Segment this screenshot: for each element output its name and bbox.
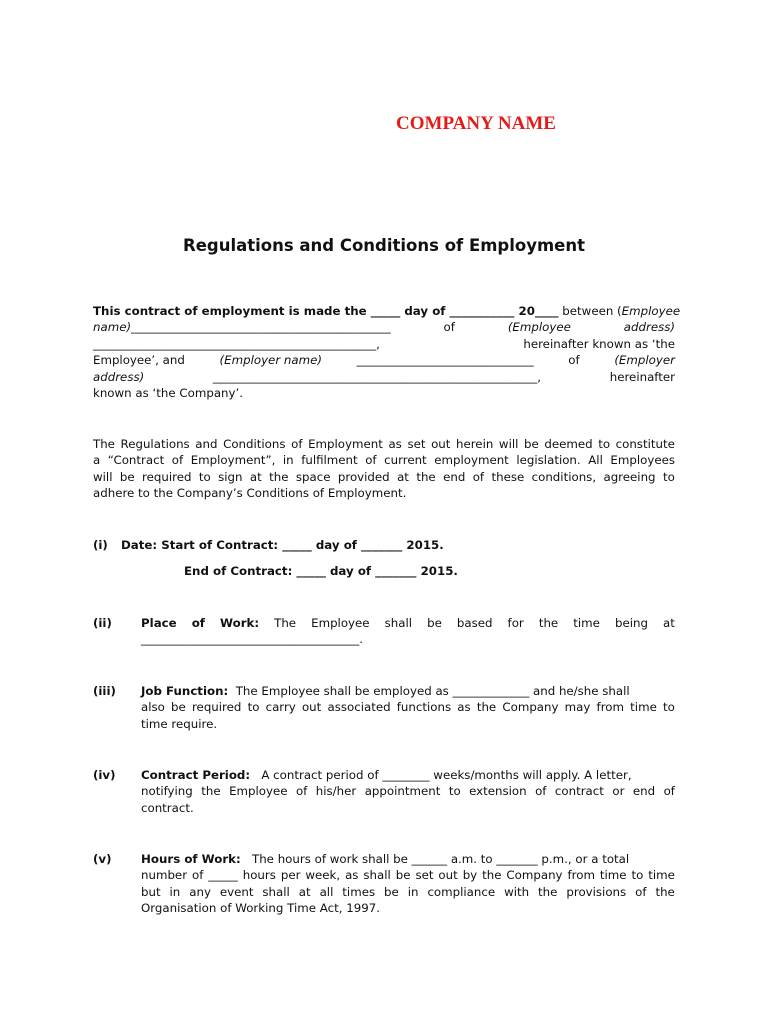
word: as: [345, 868, 359, 883]
word: _____: [208, 868, 238, 883]
word: be: [171, 700, 186, 715]
word: out: [301, 700, 322, 715]
clause-iv-line-2: [141, 783, 675, 799]
word: as: [457, 700, 471, 715]
word: appointment: [364, 784, 441, 799]
word: the: [476, 700, 497, 715]
word: week,: [305, 868, 341, 883]
word: out: [431, 437, 451, 451]
intro-line-4: Employee’, and (Employer name) ______________________________ of (Employer: [93, 353, 675, 368]
word: by: [462, 868, 478, 883]
word: with: [504, 884, 530, 899]
word: of: [663, 784, 675, 799]
clause-v-text: [141, 851, 675, 917]
word: herein: [455, 437, 494, 451]
regulations-paragraph: [93, 436, 675, 502]
word: conditions,: [531, 469, 597, 484]
word: per: [280, 868, 301, 883]
word: of: [291, 437, 303, 451]
clause-v-line-2: [141, 867, 675, 883]
word: shall: [262, 884, 290, 899]
word: the: [538, 884, 558, 899]
clause-iii-line-3: time require.: [141, 716, 218, 731]
word: and: [195, 437, 218, 451]
intro-paragraph: [93, 303, 681, 401]
clause-ii-line-1: Place of Work: The Employee shall be based for the time being at: [141, 616, 675, 630]
intro-line-5: address) _______________________________________________________, hereinafter: [93, 369, 675, 384]
word: agreeing: [603, 469, 656, 484]
clause-ii-text: [141, 615, 675, 648]
clause-iv-line-1: Contract Period: A contract period of ________ weeks/months will apply. A letter,: [141, 768, 632, 782]
word: required: [191, 700, 242, 715]
clause-iii-line-2: [141, 699, 675, 715]
word: event: [219, 884, 254, 899]
company-name-heading: [0, 113, 768, 135]
word: of: [635, 884, 647, 899]
word: compliance: [427, 884, 496, 899]
word: “Contract: [107, 453, 165, 468]
word: of: [171, 453, 184, 468]
word: in: [282, 453, 294, 468]
word: in: [169, 884, 181, 899]
word: of: [295, 784, 308, 799]
word: notifying: [141, 784, 193, 799]
word: but: [141, 884, 161, 899]
clause-v-line-4: Organisation of Working Time Act, 1997.: [141, 901, 380, 916]
clause-i-end-date: End of Contract: _____ day of _______ 2015.: [184, 564, 458, 578]
clause-iii-text: [141, 683, 675, 732]
word: from: [567, 868, 595, 883]
word: Employees: [610, 453, 675, 468]
para2-line-2: [93, 452, 675, 468]
clause-ii-label-word: Work:: [220, 616, 260, 630]
intro-line-3: ________________________________________________, hereinafter known as ‘the: [93, 336, 675, 351]
word: hours: [242, 868, 276, 883]
word: end: [632, 784, 656, 799]
clause-v-line-3: [141, 884, 675, 900]
word: of: [472, 469, 485, 484]
word: sign: [218, 469, 243, 484]
word: provided: [337, 469, 390, 484]
word: space: [295, 469, 331, 484]
word: the: [482, 868, 502, 883]
intro-line-1: This contract of employment is made the _____ day of ___________ 20____ between (Employee: [93, 304, 681, 318]
word: the: [269, 469, 289, 484]
word: shall: [363, 868, 391, 883]
clause-iv-line-3: contract.: [141, 800, 194, 815]
word: Company: [502, 700, 559, 715]
word: to: [448, 784, 461, 799]
word: will: [498, 437, 519, 451]
word: be: [384, 884, 399, 899]
word: constitute: [615, 437, 675, 451]
word: or: [612, 784, 625, 799]
word: time: [599, 868, 627, 883]
word: the: [655, 884, 675, 899]
word: be: [395, 868, 411, 883]
word: of: [365, 453, 377, 468]
intro-line-6: known as ‘the Company’.: [93, 386, 244, 401]
clause-iii-number: (iii): [93, 684, 116, 698]
word: fulfilment: [301, 453, 358, 468]
word: Conditions: [223, 437, 286, 451]
clause-v-number: (v): [93, 852, 112, 866]
word: contract: [554, 784, 604, 799]
word: Employment: [308, 437, 383, 451]
word: associated: [327, 700, 391, 715]
clause-ii-line-2: _____________________________________.: [141, 632, 363, 647]
word: functions: [396, 700, 452, 715]
word: current: [384, 453, 427, 468]
word: all: [319, 884, 334, 899]
word: end: [443, 469, 466, 484]
word: to: [663, 700, 675, 715]
word: provisions: [566, 884, 627, 899]
word: Employment”,: [190, 453, 276, 468]
word: of: [535, 784, 547, 799]
word: Employee: [229, 784, 288, 799]
word: to: [247, 700, 260, 715]
para2-line-4: adhere to the Company’s Conditions of Employment.: [93, 486, 407, 501]
word: required: [142, 469, 192, 484]
word: out: [438, 868, 458, 883]
word: time: [630, 700, 657, 715]
clause-i-start-date: Date: Start of Contract: _____ day of _______ 2015.: [121, 538, 444, 552]
word: carry: [265, 700, 296, 715]
word: to: [662, 469, 675, 484]
word: times: [342, 884, 376, 899]
word: will: [93, 469, 113, 484]
word: set: [415, 868, 434, 883]
word: set: [407, 437, 426, 451]
clause-i-number: (i): [93, 538, 108, 552]
word: at: [298, 884, 311, 899]
word: as: [388, 437, 402, 451]
company-name-text: COMPANY NAME: [396, 113, 556, 134]
clause-ii-label-word: Place: [141, 616, 177, 630]
word: to: [631, 868, 644, 883]
para2-line-3: [93, 469, 675, 485]
word: of: [191, 868, 204, 883]
word: Regulations: [120, 437, 190, 451]
word: from: [596, 700, 624, 715]
word: a: [93, 453, 101, 468]
clause-ii-number: (ii): [93, 616, 112, 630]
clause-v-line-1: Hours of Work: The hours of work shall be ______ a.m. to _______ p.m., or a total: [141, 852, 630, 866]
clause-iii-line-1: Job Function: The Employee shall be employed as _____________ and he/she shall: [141, 684, 630, 698]
word: his/her: [315, 784, 357, 799]
word: at: [397, 469, 409, 484]
word: the: [416, 469, 436, 484]
word: be: [119, 469, 135, 484]
word: The: [93, 437, 115, 451]
word: in: [407, 884, 419, 899]
word: time: [648, 868, 675, 883]
para2-line-1: [93, 436, 675, 452]
word: All: [588, 453, 603, 468]
word: employment: [434, 453, 509, 468]
intro-line-2: name)____________________________________________ of (Employee address): [93, 320, 675, 335]
word: deemed: [544, 437, 593, 451]
word: may: [564, 700, 591, 715]
word: legislation.: [516, 453, 581, 468]
word: Company: [506, 868, 563, 883]
word: extension: [469, 784, 527, 799]
word: these: [491, 469, 525, 484]
document-title: Regulations and Conditions of Employment: [182, 236, 586, 255]
word: be: [524, 437, 539, 451]
clause-iv-number: (iv): [93, 768, 116, 782]
clause-ii-label-word: of: [191, 616, 205, 630]
word: to: [598, 437, 611, 451]
word: also: [141, 700, 165, 715]
word: at: [249, 469, 262, 484]
clause-iv-text: [141, 767, 675, 816]
word: the: [201, 784, 221, 799]
word: any: [189, 884, 211, 899]
word: number: [141, 868, 188, 883]
word: to: [198, 469, 211, 484]
